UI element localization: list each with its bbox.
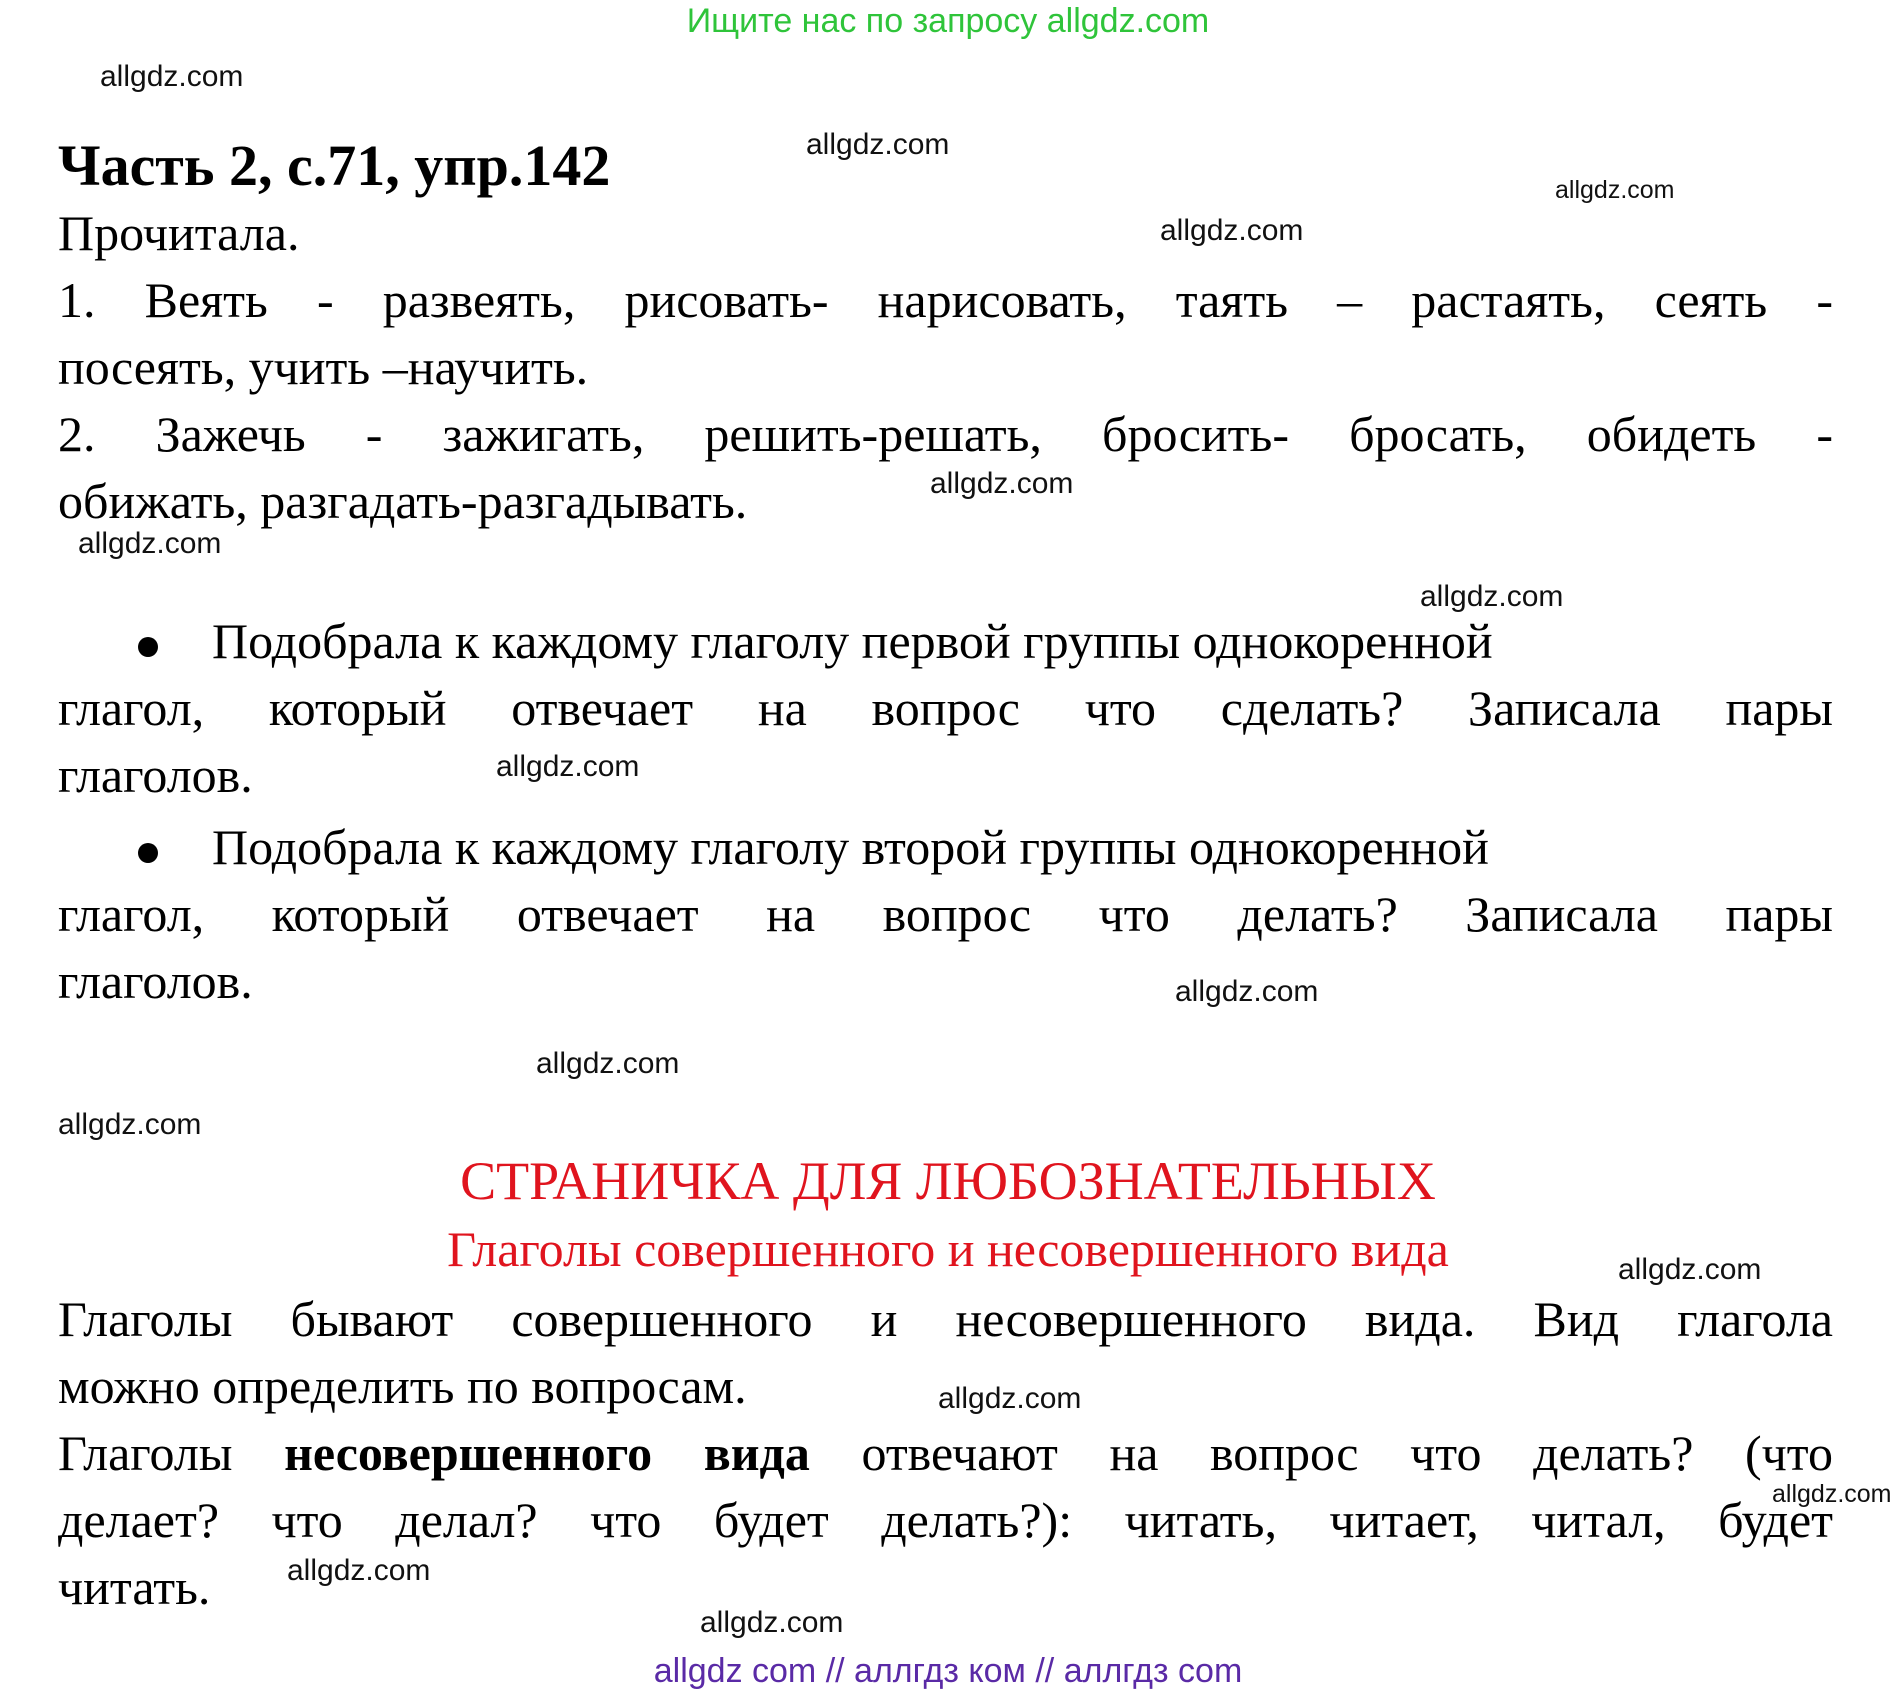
bullet-block-2 <box>58 814 1833 1015</box>
watermark: allgdz.com <box>806 128 950 161</box>
bullet-text: глагол, который отвечает на вопрос что делать? Записала пары <box>58 886 1833 942</box>
paragraph-text: Глаголы <box>58 1425 233 1481</box>
bullet-text: Подобрала к каждому глаголу второй группы однокоренной <box>212 819 1489 875</box>
item2-line-b: обижать, разгадать-разгадывать. <box>58 473 748 529</box>
bullet-text: глагол, который отвечает на вопрос что сделать? Записала пары <box>58 680 1833 736</box>
watermark: allgdz.com <box>100 60 244 93</box>
item1-line-b: посеять, учить –научить. <box>58 339 589 395</box>
watermark: allgdz.com <box>496 750 640 783</box>
bullet-text: глаголов. <box>58 747 253 803</box>
watermark: allgdz.com <box>287 1554 431 1587</box>
paragraph-line: делает? что делал? что будет делать?): читать, читает, читал, будет <box>58 1492 1833 1548</box>
watermark: allgdz.com <box>78 527 222 560</box>
bullet-block-1 <box>58 608 1833 809</box>
paragraph-text: отвечают на вопрос что делать? (что <box>861 1425 1834 1481</box>
watermark: allgdz.com <box>700 1606 844 1639</box>
watermark: allgdz.com <box>1175 975 1319 1008</box>
watermark: allgdz.com <box>1555 176 1675 204</box>
section-body <box>58 1286 1833 1621</box>
section-subtitle: Глаголы совершенного и несовершенного вида <box>447 1221 1449 1277</box>
bottom-links[interactable]: allgdz com // аллгдз ком // аллгдз com <box>653 1652 1243 1690</box>
bullet-row <box>58 814 1833 881</box>
top-banner[interactable]: Ищите нас по запросу allgdz.com <box>686 2 1210 40</box>
bullet-row <box>58 608 1833 675</box>
watermark: allgdz.com <box>536 1047 680 1080</box>
read-line: Прочитала. <box>58 205 300 261</box>
paragraph-line: Глаголы бывают совершенного и несовершенного вида. Вид глагола <box>58 1291 1833 1347</box>
watermark: allgdz.com <box>58 1108 202 1141</box>
bullet-icon <box>138 843 158 863</box>
paragraph-line <box>58 1420 1833 1487</box>
page-title: Часть 2, с.71, упр.142 <box>58 133 611 198</box>
watermark: allgdz.com <box>1420 580 1564 613</box>
watermark: allgdz.com <box>1618 1253 1762 1286</box>
paragraph-line: читать. <box>58 1559 211 1615</box>
watermark: allgdz.com <box>1772 1480 1892 1508</box>
exercise-block <box>58 200 1833 535</box>
paragraph-line: можно определить по вопросам. <box>58 1358 747 1414</box>
bullet-text: Подобрала к каждому глаголу первой группы однокоренной <box>212 613 1493 669</box>
bullet-icon <box>138 637 158 657</box>
section-title: СТРАНИЧКА ДЛЯ ЛЮБОЗНАТЕЛЬНЫХ <box>460 1151 1436 1211</box>
watermark: allgdz.com <box>1160 214 1304 247</box>
item1-line-a: 1. Веять - развеять, рисовать- нарисовать, таять – растаять, сеять - <box>58 272 1833 328</box>
bullet-text: глаголов. <box>58 953 253 1009</box>
watermark: allgdz.com <box>938 1382 1082 1415</box>
bold-term: несовершенного вида <box>284 1425 810 1481</box>
watermark: allgdz.com <box>930 467 1074 500</box>
item2-line-a: 2. Зажечь - зажигать, решить-решать, бросить- бросать, обидеть - <box>58 406 1833 462</box>
